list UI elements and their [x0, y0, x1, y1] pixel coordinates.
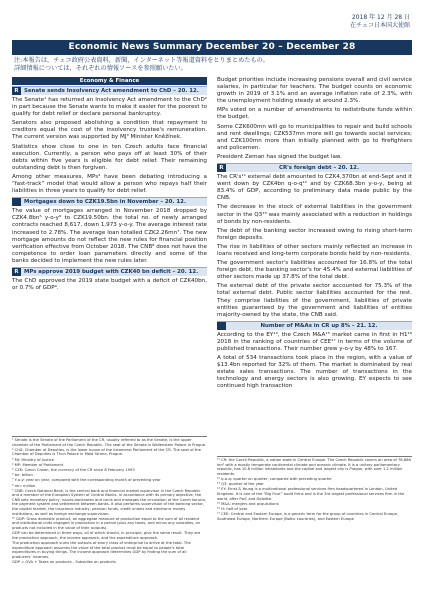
paragraph: The value of mortgages arranged in November 2018 dropped by CZK4.8bn⁵ y-o-y⁶ to CZK19.50bn. the total no. of newly arranged contracts reached 8,617, down 1,973 y-o-y. The average interest rate increased to 2.78%. The average loan totalled CZK2.26mn⁷. The new mortgage amounts do not reflect the new rules for financial position verification effective from October 2018. The CNB⁸ does not have the competence to order loan parameters directly and some of the banks decided to implement the new rules later. [12, 208, 207, 264]
article-heading [217, 321, 412, 330]
article-title: MPs approve 2019 budget with CZK40 bn deficit – 20. 12. [24, 268, 199, 275]
intro-note [14, 57, 410, 73]
article-tag: R [12, 87, 21, 95]
footnote: ¹¹ CR: the Czech Republic, a nation state in Central Europe. The Czech Republic covers an area of 78,866 km² with a mostly temperate continental climate and oceanic climate. It is a unitary parliamentary republic, has 10.6 million inhabitants and the capital and largest city is Prague, with over 1.2 million residents. [217, 458, 411, 476]
footnotes-right [217, 456, 412, 522]
article-heading [12, 267, 207, 276]
paragraph: Some CZK600mn will go to municipalities to repair and build schools and rent dwellings; CZK537mn more will go towards social services; and CZK100mn more than initially planned with go to firefighters and policemen. [217, 123, 412, 151]
section-header: Economy & Finance [12, 77, 207, 85]
article-tag [217, 322, 226, 330]
footnote: ⁷ Y-o-y: year on year, compared with the corresponding month of preceding year [12, 478, 161, 483]
footnote: ¹² q-o-q: quarter on quarter, compared with preceding quarter [217, 476, 332, 481]
organization: 在チェコ日本国大使館 [350, 22, 410, 29]
footnote: ¹⁰ GDP: Gross domestic product, an aggregate measure of production equal to the sum of all resident and institutional units engaged in production in a period (plus any taxes, and minus any subsidies, on products not included in the value of their outputs). [12, 516, 201, 531]
footnote: ¹⁶ H: half of year [217, 506, 248, 511]
paragraph: A total of 534 transactions took place in the region, with a value of $13.4bn reported for 32% of them. The market is dominated by real estate sales transactions. The number of transactions in the technology and energy sectors is also growing. EY expects to see continued high transaction [217, 355, 412, 390]
paragraph: The external debt of the private sector accounted for 75.3% of the total external debt. Public sector liabilities accounted for the rest. They comprise liabilities of the government, liabilities of private entities guaranteed by the government and liabilities of entities majority-owned by the state, the CNB said. [217, 283, 412, 318]
footnotes-left [12, 436, 207, 565]
date-block [350, 14, 410, 30]
article-title: Number of M&As in CR up 8% – 21. 12. [260, 322, 378, 329]
footnote: ¹⁷ CEE: Central and Eastern Europe, is a generic term for the group of countries in Central Europe, Southeast Europe, Northern Europe (Baltic countries), and Eastern Europe [217, 512, 399, 521]
right-column [217, 77, 412, 393]
paragraph: The rise in liabilities of other sectors mainly reflected an increase in loans received and long-term corporate bonds held by non-residents. [217, 243, 412, 257]
paragraph: According to the EY¹⁴, the Czech M&A¹⁵ market came in first in H1¹⁶ 2018 in the ranking of countries of CEE¹⁷ in terms of the volume of published transactions. Their number grew y-o-y by 48% to 167. [217, 331, 412, 352]
paragraph: Among other measures, MPs⁴ have been debating introducing a “fast-track” model that would allow a person who repays half their liabilities in three years to qualify for debt relief. [12, 173, 207, 195]
footnote: ⁴ MP: Member of Parliament [12, 462, 64, 467]
paragraph: President Zeman has signed the budget law. [217, 153, 342, 160]
footnote: ⁶ bn: billion [12, 473, 33, 478]
footnote: ² ChD: Chamber of Deputies, is the lower house of the bicameral Parliament of the CR. The seat of the Chamber of Deputies is Thun Palace in Malá Strana, Prague. [12, 447, 201, 457]
paragraph: Statistics show close to one in ten Czech adults face financial execution. Currently, a person who pays off at least 30% of their debts within five years is eligible for debt relief. Their remaining outstanding debt is then forgiven. [12, 143, 207, 171]
article-title: CR's foreign debt – 20. 12. [278, 165, 359, 172]
paragraph: The decrease in the stock of external liabilities in the government sector in the Q3¹³ was mainly associated with a reduction in holdings of bonds by non-residents. [217, 204, 412, 225]
article-tag: R [12, 268, 21, 276]
paragraph: The Senate¹ has returned an Insolvency Act amendment to the ChD² in part because the Senate wants to make it easier for the poorest to qualify for debt relief or declare personal bankruptcy. [12, 97, 207, 118]
footnote: ³ MJ: Ministry of Justice [12, 457, 54, 462]
paragraph: The ChD approved the 2019 state budget with a deficit of CZK40bn, or 0.7% of GDP⁹. [12, 277, 207, 292]
article-heading [12, 197, 207, 206]
footnote: GDP = GVA + Taxes on products - Subsidies on products [12, 559, 116, 564]
intro-line: 詳細情報については，それぞれの情報ソースを参照願いたい。 [14, 65, 187, 72]
footnote: ¹⁴ EY: Ernst & Young is a multinational professional services firm headquartered in London, United Kingdom. It is one of the “Big Four” audit firms and is the 3rd largest professional services firm in the world, after PwC and Deloitte. [217, 487, 405, 501]
left-column [12, 77, 207, 294]
paragraph: Senators also proposed abolishing a condition that repayment to creditors equal the cost of the insolvency trustee's remuneration. The current version was supported by MJ³ Minister Kněžínek. [12, 120, 207, 141]
document-title: Economic News Summary December 20 – December 28 [12, 40, 412, 55]
article-title: Senate sends Insolvency Act amendment to ChD – 20. 12. [24, 88, 199, 94]
paragraph: The government sector's liabilities accounted for 16.8% of the total foreign debt, the banking sector's for 45.4% and external liabilities of other sectors made up 37.8% of the total debt. [217, 260, 412, 281]
footnote: ⁸ mn: million [12, 483, 36, 488]
paragraph: The debt of the banking sector increased owing to rising short-term foreign deposits. [217, 227, 412, 241]
footnote: GDP can be determined in three ways, all of which should, in principle, give the same result. They are the production approach, the income approach, and the expenditure approach. [12, 531, 201, 540]
article-tag: R [217, 164, 226, 172]
footnote: The production approach sums the outputs of every class of enterprise to arrive at the total. The expenditure approach assumes the value of the total product must be equal to people's total expenditures in buying things. The income approach determines GDP by finding the sum of all producers' incomes. [12, 541, 191, 559]
report-date: 2018 年 12 月 28 日 [351, 14, 410, 21]
footnote: ⁵ CZK: Czech Crown, the currency of the CR since 8 February 1993 [12, 467, 135, 472]
footnote: ¹³ Q3: quarter of the year [217, 482, 264, 487]
paragraph: MPs voted on a number of amendments to redistribute funds within the budget. [217, 107, 412, 121]
paragraph: Budget priorities include increasing pensions overall and civil service salaries, in particular for teachers. The budget counts on economic growth in 2019 of 3.1% and an average inflation rate of 2.3%, with the unemployment holding steady at around 2.3%. [217, 77, 412, 105]
intro-line: 注:本報告は，チェコ政府公表資料，新聞，インターネット等報道資料をとりまとめたもの。 [14, 57, 269, 64]
article-heading [217, 163, 412, 172]
footnote: ¹ Senate is the Senate of the Parliament of the CR, usually referred to as the Senate, is the upper chamber of the Parliament of the Czech Republic. The seat of the Senate is Wallenstein Palace in Prague. [12, 438, 207, 447]
article-tag [12, 198, 21, 206]
paragraph: The CR's¹¹ external debt amounted to CZK4,370bn at end-Sept and it went down by CZK4bn q-o-q¹² and by CZK68.3bn y-o-y, being at 83.4% of GDP, according to preliminary data made public by the CNB. [217, 174, 412, 202]
footnote: ¹⁵ M&A: mergers and acquisitions [217, 501, 279, 506]
footnote: ⁹ CNB: Czech National Bank, is the central bank and financial market supervisor in the Czech Republic and a member of the European System of Central Banks. In accordance with its primary objective, the CNB sets monetary policy, issues banknotes and coins and manages the circulation of the Czech koruna, the payment system and settlement between banks. It also performs supervision of the banking sector, the capital market, the insurance industry, pension funds, credit unions and electronic money institutions, as well as foreign exchange supervision. [12, 488, 206, 516]
article-heading [12, 86, 207, 95]
article-title: Mortgages down to CZK19.5bn in November – 20. 12. [24, 199, 186, 206]
